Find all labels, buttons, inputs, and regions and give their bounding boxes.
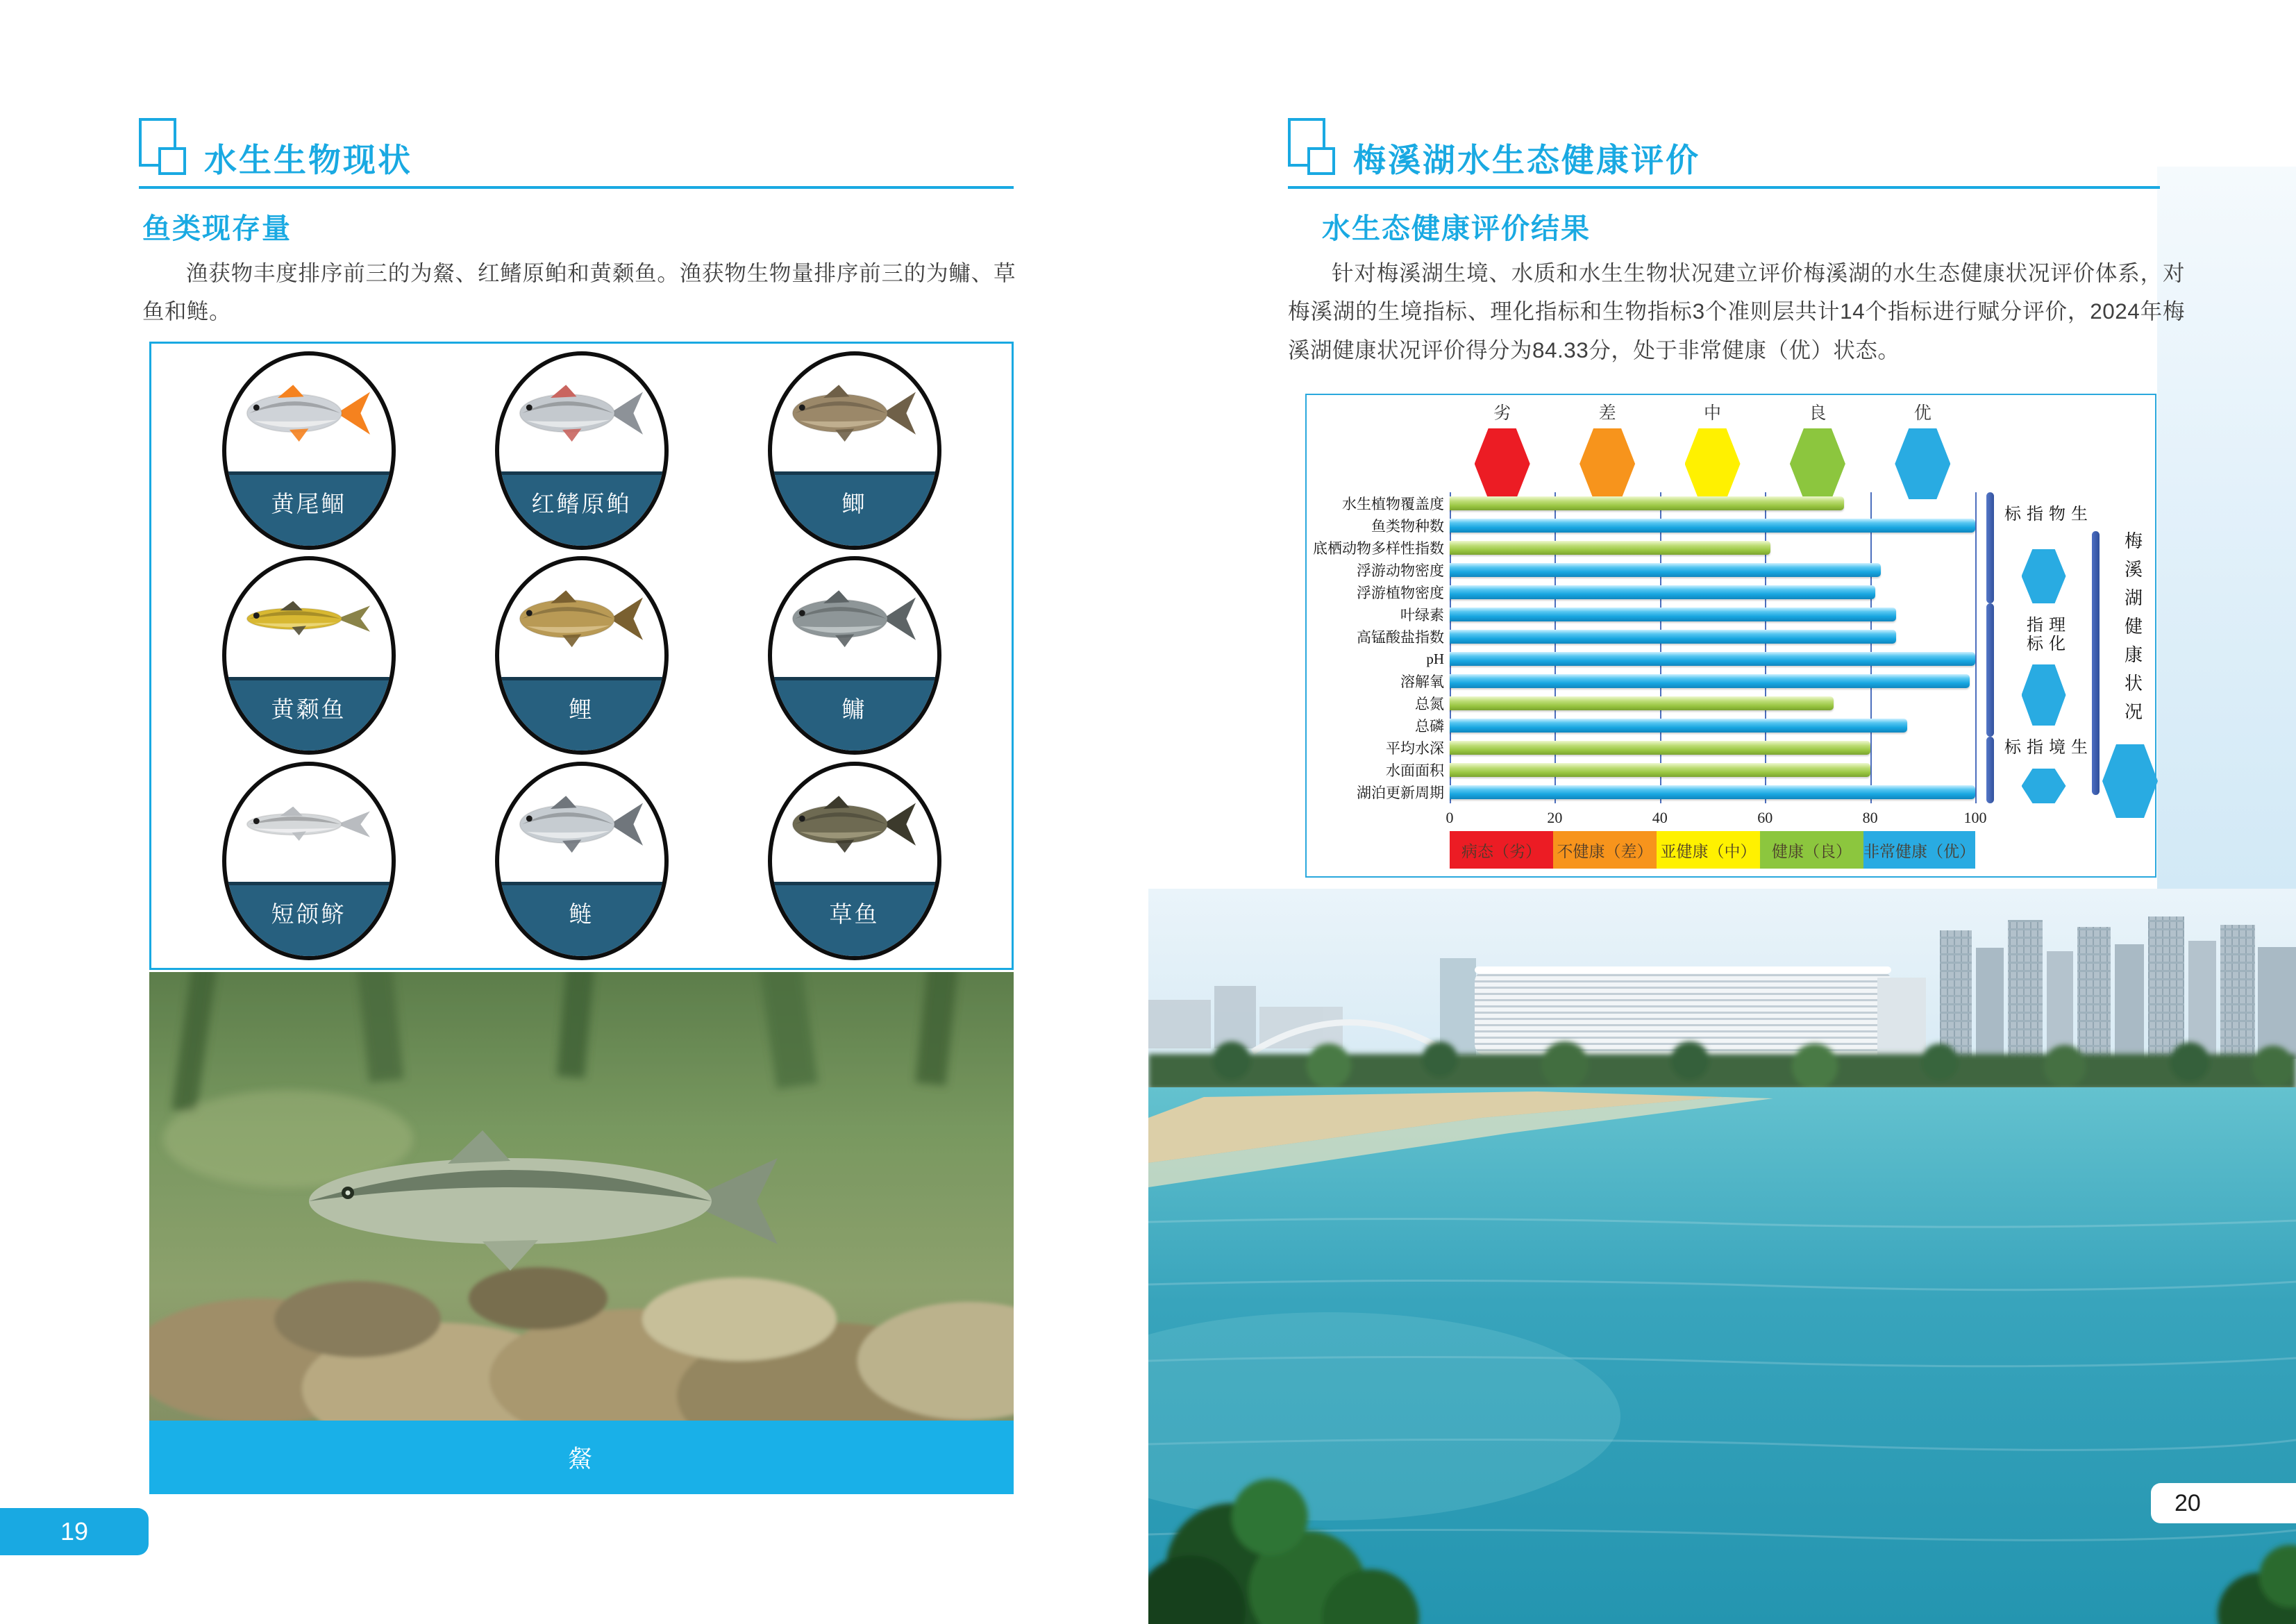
- indicator-label: 浮游植物密度: [1357, 585, 1444, 601]
- indicator-row: [1307, 603, 1975, 626]
- indicator-label: 叶绿素: [1400, 607, 1444, 623]
- indicator-label: 浮游动物密度: [1357, 562, 1444, 579]
- group-bracket-bar: [1986, 492, 1994, 603]
- legend-item: 病态（劣）: [1450, 831, 1553, 869]
- fish-photo: [149, 972, 1014, 1421]
- section-title: 梅溪湖水生态健康评价: [1353, 142, 1700, 178]
- fish-species-grid: [149, 342, 1014, 970]
- section-squares-icon: [1288, 117, 1339, 178]
- group-hexagon-icon: [2022, 769, 2066, 803]
- grade-label: 优: [1913, 404, 1932, 423]
- overall-label: 梅溪湖健康状况: [2122, 531, 2143, 730]
- fish-image-9: [772, 766, 937, 882]
- fish-item: [222, 351, 396, 550]
- bar-track: [1450, 759, 1975, 781]
- bar-rows: [1307, 492, 1975, 803]
- fish-image-8: [499, 766, 664, 882]
- indicator-row: [1307, 648, 1975, 670]
- bar-track: [1450, 514, 1975, 537]
- fish-image-5: [499, 560, 664, 676]
- group-body: [2002, 492, 2085, 603]
- bar-track: [1450, 670, 1975, 692]
- lake-photo: [1148, 889, 2296, 1624]
- fish-label: 黄尾鲴: [226, 471, 392, 546]
- group-bracket-bar: [1986, 603, 1994, 737]
- bar-track: [1450, 537, 1975, 559]
- indicator-label: 溶解氧: [1400, 673, 1444, 690]
- fish-image-4: [226, 560, 392, 676]
- criteria-annotation: [1986, 492, 2153, 859]
- fish-label: 草鱼: [772, 882, 937, 956]
- fish-item: [768, 556, 941, 755]
- body-paragraph: 针对梅溪湖生境、水质和水生生物状况建立评价梅溪湖的水生态健康状况评价体系，对梅溪湖的生境指标、理化指标和生物指标3个准则层共计14个指标进行赋分评价，2024年梅溪湖健康状况评价得分为84.33分，处于非常健康（优）状态。: [1288, 260, 2185, 362]
- grade-label: 中: [1703, 404, 1721, 423]
- grade-item: [1790, 399, 1845, 499]
- gridline: [1975, 492, 1977, 803]
- x-tick: 100: [1963, 809, 1987, 826]
- group-label: 生境指标: [2001, 738, 2086, 757]
- x-axis: [1446, 809, 1987, 827]
- bar-track: [1450, 581, 1975, 603]
- fish-item: [495, 762, 669, 960]
- indicator-row: [1307, 670, 1975, 692]
- criteria-group: [1986, 737, 2085, 803]
- fish-item: [222, 556, 396, 755]
- indicator-label: 底栖动物多样性指数: [1313, 540, 1444, 557]
- bar-track: [1450, 492, 1975, 514]
- health-evaluation-chart: [1305, 394, 2156, 878]
- grade-label: 良: [1809, 404, 1827, 423]
- page-20: [1148, 0, 2296, 1624]
- section-title: 水生生物现状: [204, 142, 412, 178]
- overall-body: [2106, 531, 2158, 818]
- x-tick: 60: [1757, 809, 1773, 826]
- grade-hexagon-row: [1450, 399, 1975, 491]
- grade-item: [1685, 399, 1741, 499]
- indicator-label: 鱼类物种数: [1371, 518, 1444, 535]
- indicator-row: [1307, 537, 1975, 559]
- grade-item: [1579, 399, 1635, 499]
- indicator-label: 总氮: [1415, 696, 1444, 712]
- indicator-row: [1307, 492, 1975, 514]
- legend-item: 不健康（差）: [1553, 831, 1657, 869]
- fish-image-1: [226, 355, 392, 471]
- bar-track: [1450, 781, 1975, 803]
- legend-item: 非常健康（优）: [1863, 831, 1975, 869]
- score-bar: [1450, 630, 1896, 644]
- fish-image-6: [772, 560, 937, 676]
- score-bar: [1450, 496, 1844, 510]
- indicator-label: 水生植物覆盖度: [1342, 496, 1444, 512]
- score-bar: [1450, 541, 1770, 555]
- bar-track: [1450, 737, 1975, 759]
- indicator-row: [1307, 581, 1975, 603]
- score-bar: [1450, 608, 1896, 621]
- score-bar: [1450, 741, 1870, 755]
- group-hexagon-icon: [2022, 549, 2066, 603]
- fish-label: 鲤: [499, 677, 664, 751]
- indicator-label: 湖泊更新周期: [1357, 785, 1444, 801]
- fish-image-3: [772, 355, 937, 471]
- score-bar: [1450, 763, 1870, 777]
- fish-label: 鳙: [772, 677, 937, 751]
- section-header-left: [139, 117, 1014, 189]
- overall-hexagon-icon: [2102, 744, 2158, 818]
- grade-hexagon-icon: [1895, 428, 1950, 499]
- grade-hexagon-icon: [1579, 428, 1635, 499]
- fish-image-2: [499, 355, 664, 471]
- fish-item: [768, 762, 941, 960]
- page-number-19: 19: [0, 1508, 149, 1555]
- x-tick: 20: [1547, 809, 1563, 826]
- score-bar: [1450, 585, 1875, 599]
- indicator-row: [1307, 692, 1975, 714]
- fish-image-7: [226, 766, 392, 882]
- fish-label: 黄颡鱼: [226, 677, 392, 751]
- legend-item: 亚健康（中）: [1657, 831, 1760, 869]
- bar-track: [1450, 692, 1975, 714]
- score-bar: [1450, 563, 1881, 577]
- criteria-group: [1986, 603, 2085, 737]
- criteria-group: [1986, 492, 2085, 603]
- fish-item: [222, 762, 396, 960]
- score-bar: [1450, 696, 1834, 710]
- x-tick: 0: [1446, 809, 1454, 826]
- indicator-row: [1307, 737, 1975, 759]
- group-label: 生物指标: [2001, 505, 2086, 524]
- indicator-label: pH: [1426, 650, 1444, 667]
- score-bar: [1450, 519, 1975, 533]
- fish-item: [495, 351, 669, 550]
- fish-label: 鲢: [499, 882, 664, 956]
- indicator-label: 高锰酸盐指数: [1357, 629, 1444, 646]
- legend-item: 健康（良）: [1760, 831, 1863, 869]
- indicator-label: 平均水深: [1386, 740, 1444, 757]
- photo-caption: 䱗: [149, 1421, 1014, 1494]
- body-paragraph: 渔获物丰度排序前三的为䱗、红鳍原鲌和黄颡鱼。渔获物生物量排序前三的为鳙、草鱼和鲢。: [142, 260, 1016, 324]
- overall-status: [2092, 531, 2158, 818]
- fish-label: 红鳍原鲌: [499, 471, 664, 546]
- indicator-row: [1307, 514, 1975, 537]
- bar-track: [1450, 648, 1975, 670]
- overall-bracket-bar: [2092, 531, 2100, 795]
- grade-label: 差: [1598, 404, 1616, 423]
- chart-legend: [1450, 831, 1975, 869]
- group-body: [2002, 603, 2085, 737]
- score-bar: [1450, 785, 1975, 799]
- group-hexagon-icon: [2022, 664, 2066, 726]
- fish-label: 鲫: [772, 471, 937, 546]
- indicator-row: [1307, 714, 1975, 737]
- lake-scene: [1148, 889, 2296, 1624]
- subsection-title: 水生态健康评价结果: [1322, 212, 1591, 244]
- bar-track: [1450, 626, 1975, 648]
- underwater-scene: [149, 972, 1014, 1421]
- group-bracket-bar: [1986, 737, 1994, 803]
- bar-track: [1450, 559, 1975, 581]
- grade-hexagon-icon: [1475, 428, 1530, 499]
- score-bar: [1450, 674, 1970, 688]
- grade-item: [1475, 399, 1530, 499]
- bar-track: [1450, 714, 1975, 737]
- section-squares-icon: [139, 117, 190, 178]
- group-body: [2002, 737, 2085, 803]
- indicator-row: [1307, 759, 1975, 781]
- page-number-20: 20: [2151, 1483, 2296, 1523]
- indicator-row: [1307, 559, 1975, 581]
- group-label: 理化指标: [2023, 616, 2064, 653]
- section-header-right: [1288, 117, 2160, 189]
- score-bar: [1450, 719, 1907, 733]
- indicator-row: [1307, 626, 1975, 648]
- fish-label: 短颌鲚: [226, 882, 392, 956]
- main-building: [1440, 958, 1926, 1055]
- indicator-row: [1307, 781, 1975, 803]
- x-tick: 80: [1862, 809, 1878, 826]
- bar-track: [1450, 603, 1975, 626]
- score-bar: [1450, 652, 1975, 666]
- fish-item: [768, 351, 941, 550]
- indicator-label: 总磷: [1415, 718, 1444, 735]
- grade-item: [1895, 399, 1950, 499]
- x-tick: 40: [1652, 809, 1668, 826]
- subsection-title: 鱼类现存量: [142, 212, 292, 244]
- grade-label: 劣: [1493, 404, 1511, 423]
- grade-hexagon-icon: [1790, 428, 1845, 499]
- indicator-label: 水面面积: [1386, 762, 1444, 779]
- fish-item: [495, 556, 669, 755]
- grade-hexagon-icon: [1685, 428, 1741, 499]
